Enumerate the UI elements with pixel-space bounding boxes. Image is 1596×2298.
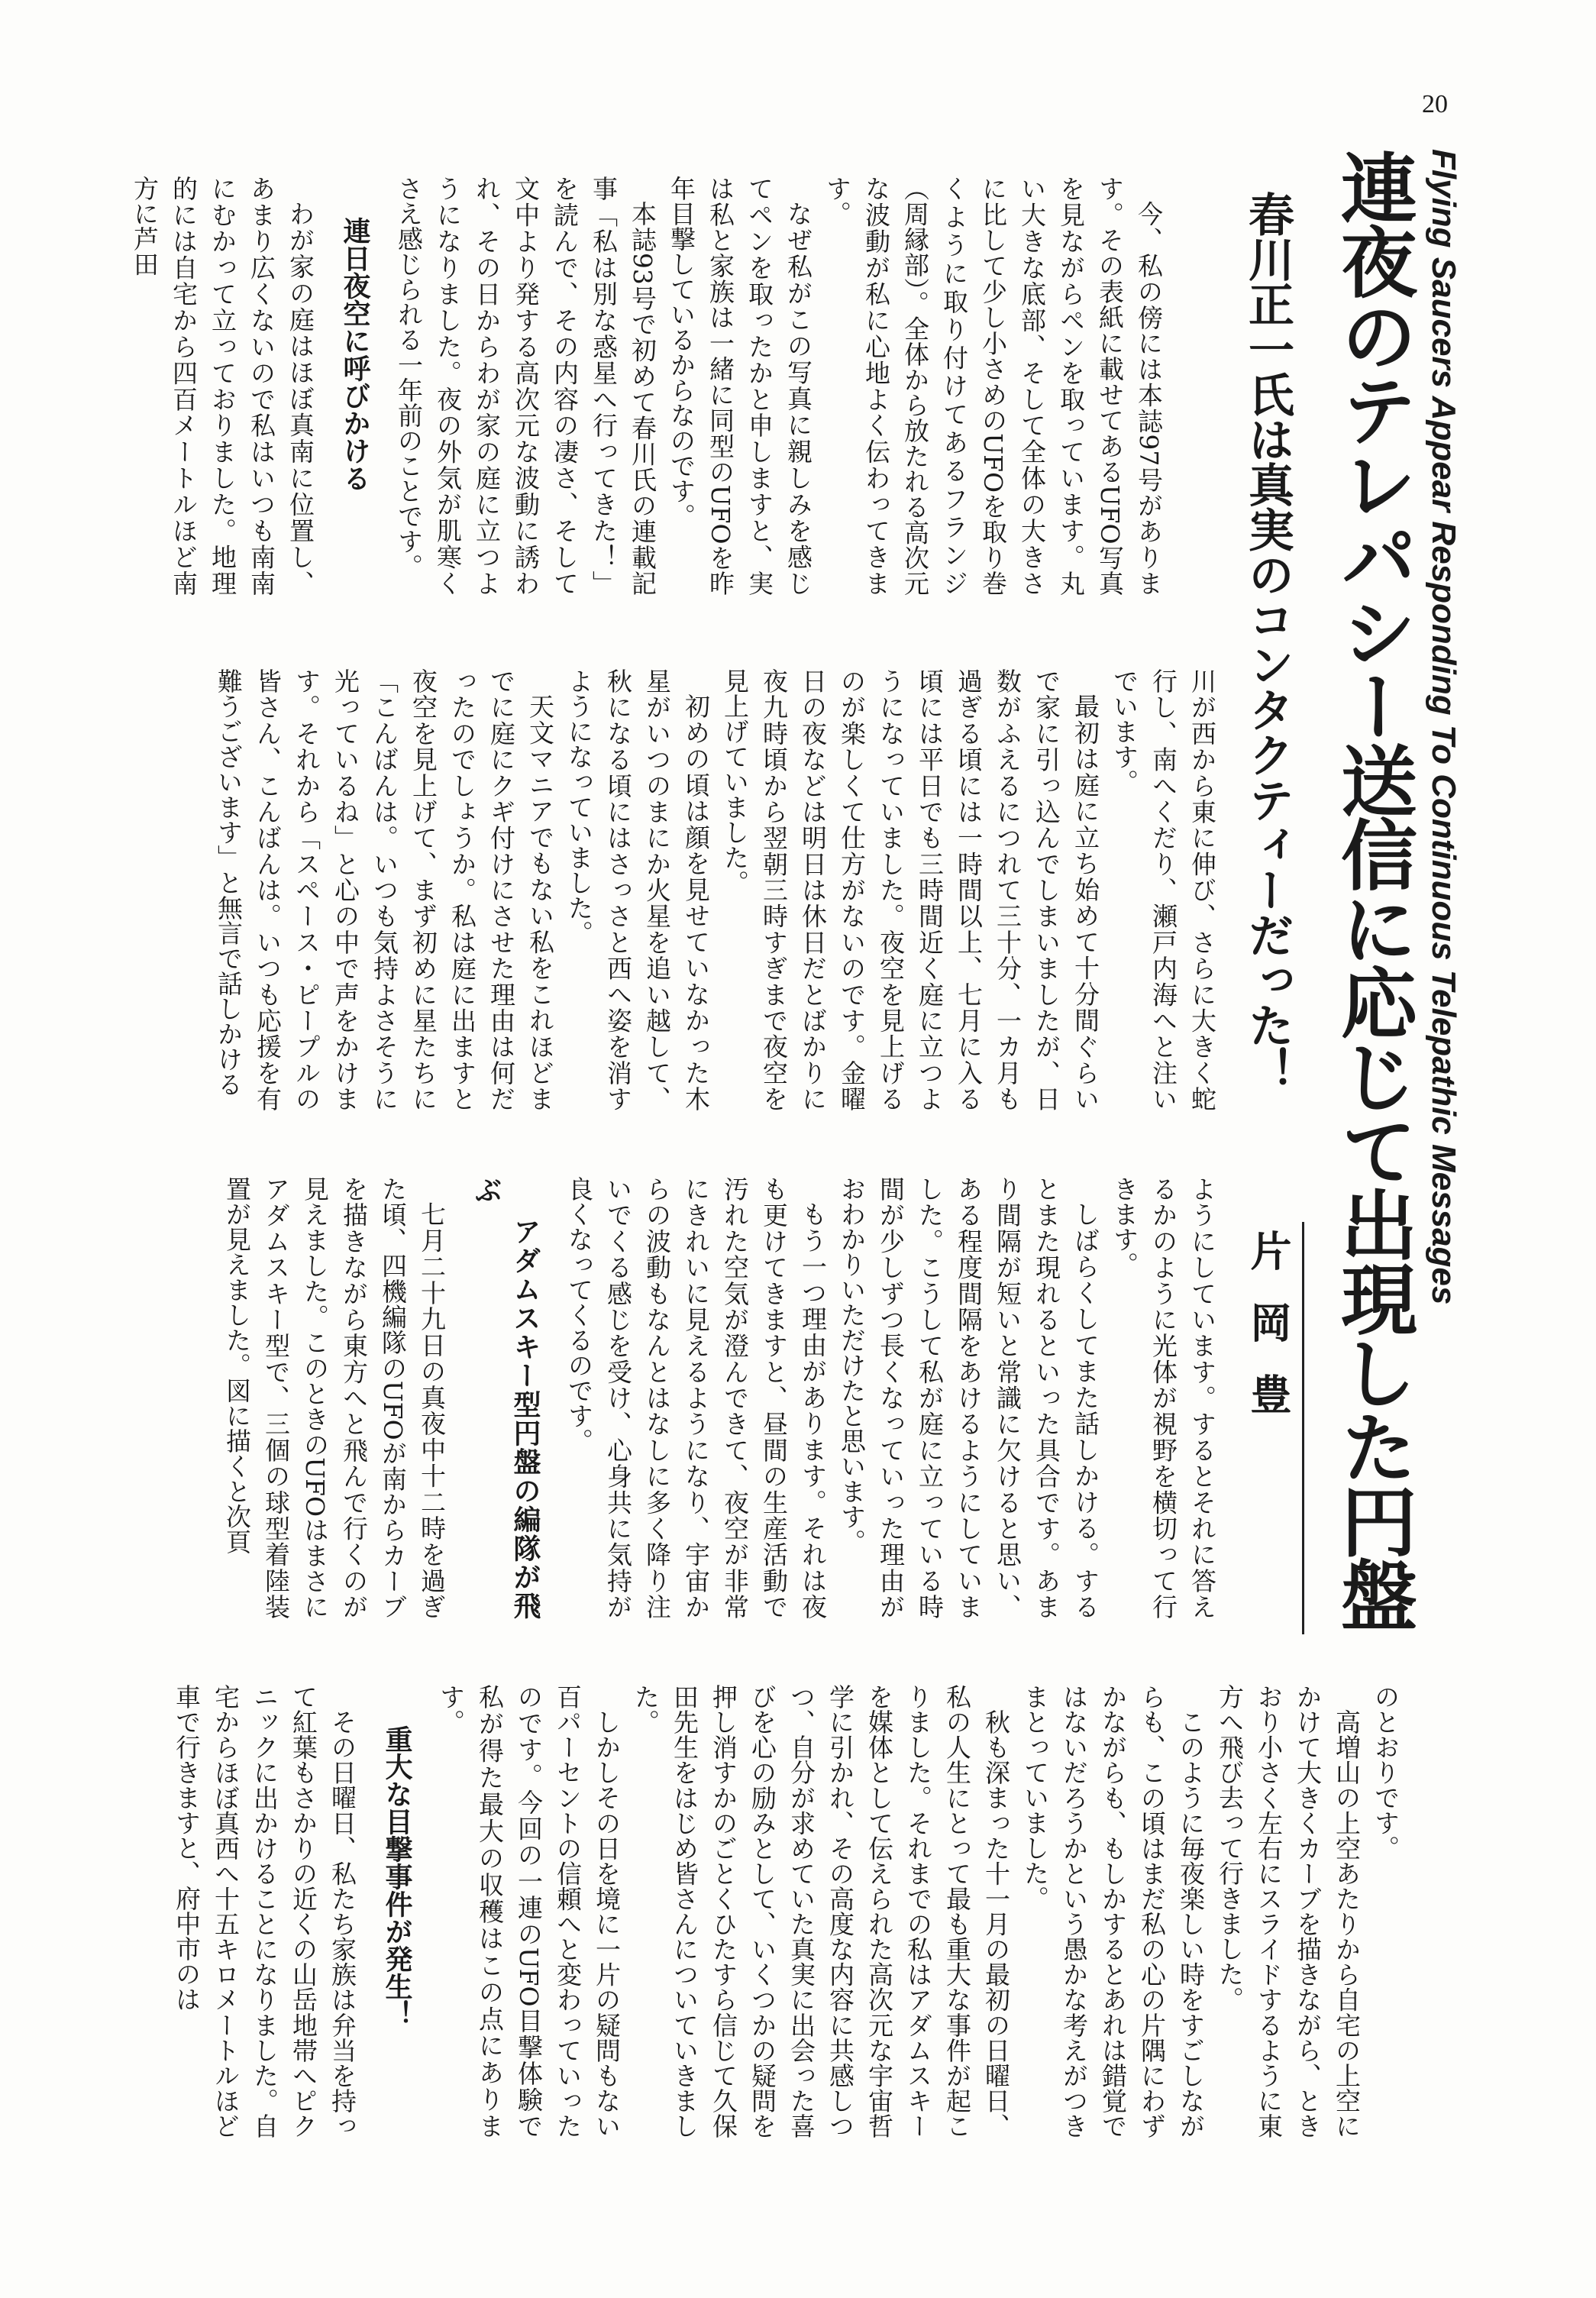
body-paragraph: その日曜日、私たち家族は弁当を持って紅葉もさかりの近くの山岳地帯へピクニックに出かけることになりました。自宅からほぼ真西へ十五キロメートルほど車で行きますと、府中市のは <box>172 1684 357 2138</box>
body-paragraph: しかしその日を境に一片の疑問もない百パーセントの信頼へと変わっていったのです。今回の一連のUFO目撃体験で私が得た最大の収穫はこの点にあります。 <box>436 1684 622 2138</box>
author-name: 片岡豊 <box>1244 1230 1292 1445</box>
section-heading: 重大な目撃事件が発生！ <box>381 1725 412 2028</box>
body-paragraph: 天文マニアでもない私をこれほどまでに庭にクギ付けにさせた理由は何だったのでしょうか。私は庭に出ますと夜空を見上げて、まず初めに星たちに「こんばんは。いつも気持よさそうに光っているね」と心の中で声をかけます。それから「スペース・ピープルの皆さん、こんばんは。いつも応援を有難うございます」と無言で話しかける <box>214 668 555 1111</box>
section-heading: 連日夜空に呼びかける <box>339 217 370 492</box>
english-title: Flying Saucers Appear Responding To Continuous Telepathic Messages <box>1425 149 1462 1305</box>
body-paragraph: 七月二十九日の真夜中十二時を過ぎた頃、四機編隊のUFOが南からカーブを描きながら東方へと飛んで行くのが見えました。このときのUFOはまさにアダムスキー型で、三個の球型着陸装置が見えました。図に描くと次頁 <box>222 1176 447 1619</box>
body-tier-4 <box>122 1684 1405 2138</box>
body-paragraph: 高増山の上空あたりから自宅の上空にかけて大きくカーブを描きながら、ときおり小さく左右にスライドするように東方へ飛び去って行きました。 <box>1215 1684 1362 2138</box>
page-number: 20 <box>1422 90 1448 118</box>
body-paragraph: しばらくしてまた話しかける。するとまた現れるといった具合です。あまり間隔が短いと常識に欠けると思い、ある程度間隔をあけるようにしていました。こうして私が庭に立っている時間が少しずつ長くなっていった理由がおわかりいただけたと思います。 <box>837 1176 1100 1619</box>
body-paragraph: ようにしています。するとそれに答えるかのように光体が視野を横切って行きます。 <box>1110 1176 1217 1619</box>
body-paragraph: のとおりです。 <box>1371 1684 1401 1860</box>
body-paragraph: このように毎夜楽しい時をすごしながらも、この頃はまだ私の心の片隅にわずかながらも、もしかするとあれは錯覚ではないだろうかという愚かな考えがつきまとっていました。 <box>1020 1684 1206 2139</box>
subtitle: 春川正一氏は真実のコンタクティーだった！ <box>1241 191 1294 1092</box>
body-tier-1 <box>122 176 1168 596</box>
body-paragraph: もう一つ理由があります。それは夜も更けてきますと、昼間の生産活動で汚れた空気が澄んできて、夜空が非常にきれいに見えるようになり、宇宙からの波動もなんとはなしに多く降り注いでくる感じを受け、心身共に気持が良くなってくるのです。 <box>564 1176 828 1619</box>
body-paragraph: 川が西から東に伸び、さらに大きく蛇行し、南へくだり、瀬戸内海へと注いでいます。 <box>1110 668 1217 1111</box>
body-paragraph: わが家の庭はほぼ真南に位置し、あまり広くないので私はいつも南南にむかって立っておりました。地理的には自宅から四百メートルほど南方に芦田 <box>130 176 315 596</box>
main-title: 連夜のテレパシー送信に応じて出現した円盤 <box>1328 149 1417 1631</box>
body-tier-2 <box>122 668 1222 1111</box>
body-tier-3 <box>122 1176 1222 1619</box>
author-divider <box>1302 1222 1304 1634</box>
body-paragraph: なぜ私がこの写真に親しみを感じてペンを取ったかと申しますと、実は私と家族は一緒に同型のUFOを昨年目撃しているからなのです。 <box>667 176 813 596</box>
body-paragraph: 初めの頃は顔を見せていなかった木星がいつのまにか火星を追い越して、秋になる頃にはさっさと西へ姿を消すようになっていました。 <box>564 668 711 1111</box>
body-paragraph: 最初は庭に立ち始めて十分間ぐらいで家に引っ込んでしまいましたが、日数がふえるにつれて三十分、一カ月も過ぎる頃には一時間以上、七月に入る頃には平日でも三時間近く庭に立つようになっていました。夜空を見上げるのが楽しくて仕方がないのです。金曜日の夜などは明日は休日だとばかりに夜九時頃から翌朝三時すぎまで夜空を見上げていました。 <box>720 668 1100 1111</box>
body-paragraph: 秋も深まった十一月の最初の日曜日、私の人生にとって最も重大な事件が起こりました。それまでの私はアダムスキーを媒体として伝えられた高次元な宇宙哲学に引かれ、その高度な内容に共感しつつ、自分が求めていた真実に出会った喜びを心の励みとして、いくつかの疑問を押し消すかのごとくひたすら信じて久保田先生をはじめ皆さんについていきました。 <box>631 1684 1011 2138</box>
body-paragraph: 今、私の傍には本誌97号があります。その表紙に載せてあるUFO写真を見ながらペンを取っています。丸い大きな底部、そして全体の大きさに比して少し小さめのUFOを取り巻くように取り付けてあるフランジ（周縁部）。全体から放たれる高次元な波動が私に心地よく伝わってきます。 <box>822 176 1164 596</box>
body-paragraph: 本誌93号で初めて春川氏の連載記事「私は別な惑星へ行ってきた！」を読んで、その内容の凄さ、そして文中より発する高次元な波動に誘われ、その日からわが家の庭に立つようになりました。夜の外気が肌寒くさえ感じられる一年前のことです。 <box>394 176 657 596</box>
section-heading: アダムスキー型円盤の編隊が飛ぶ <box>470 1176 541 1619</box>
